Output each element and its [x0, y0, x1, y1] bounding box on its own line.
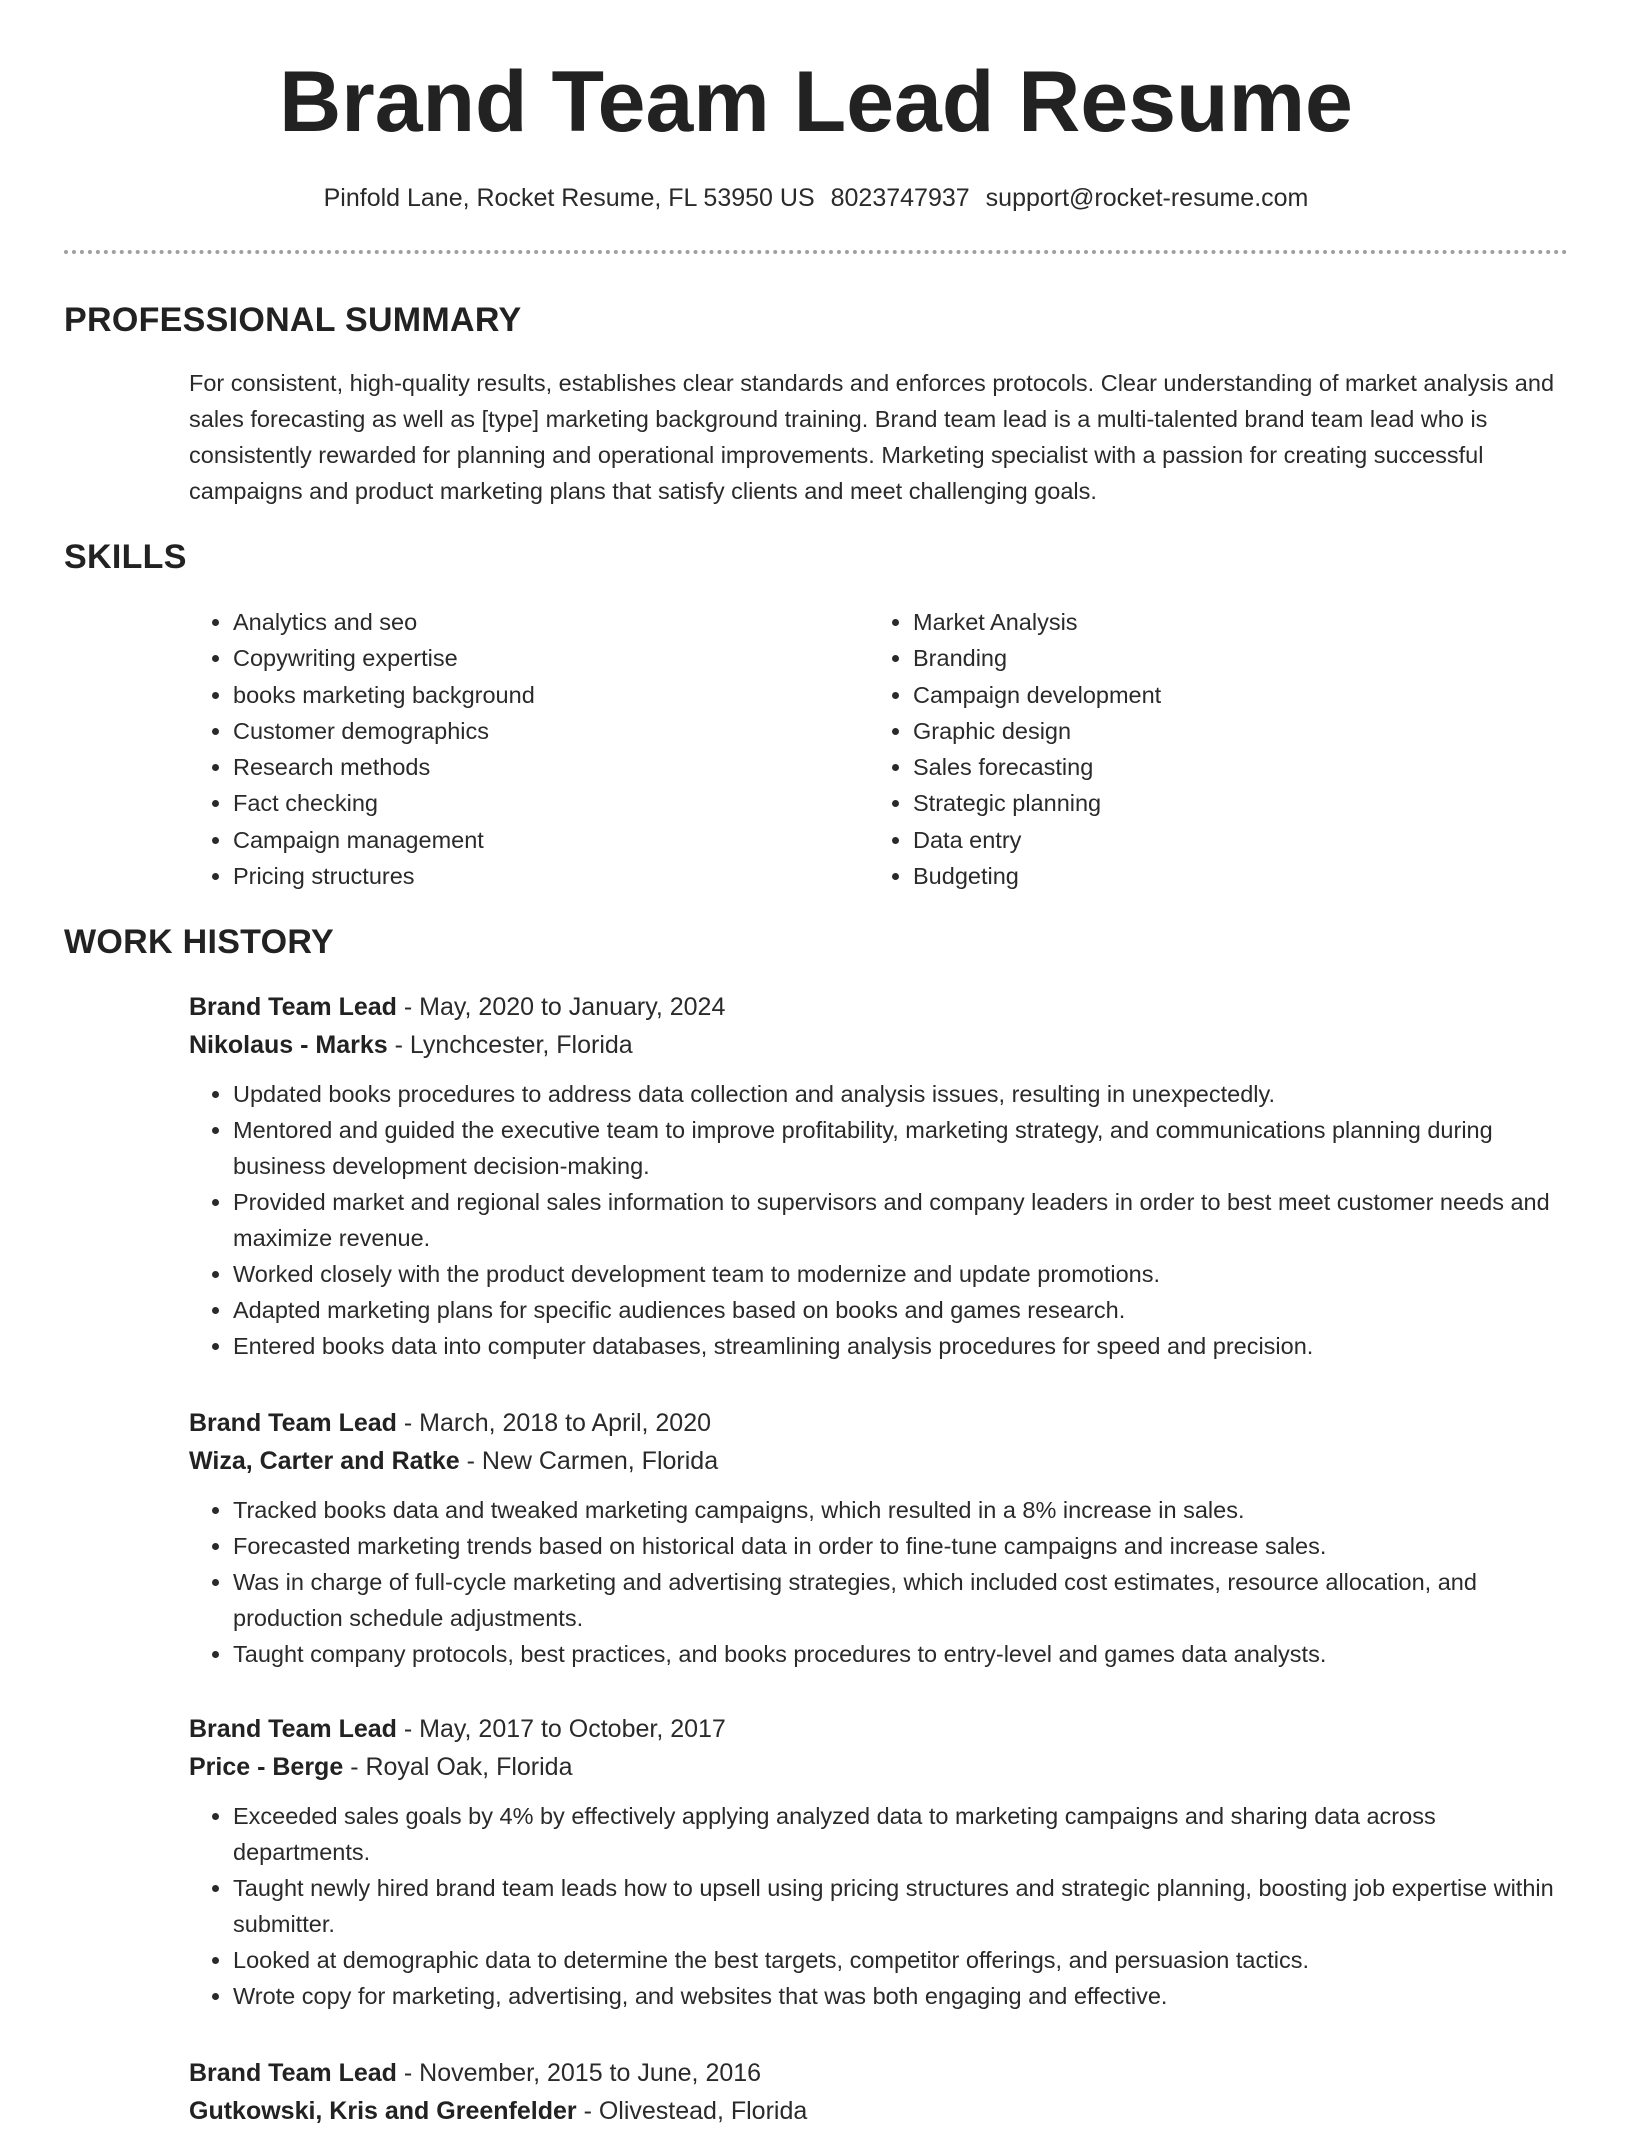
job-company-line [189, 2092, 1569, 2130]
skill-item: • Branding [913, 640, 1509, 676]
job-title: Brand Team Lead [189, 993, 397, 1021]
contact-line [64, 180, 1568, 216]
skills-right-list [869, 604, 1509, 894]
job-bullet: • Wrote copy for marketing, advertising, and websites that was both engaging and effective. [233, 1978, 1569, 2014]
job-company: Wiza, Carter and Ratke [189, 1447, 460, 1475]
skill-item: • Fact checking [233, 785, 829, 821]
job-dates: - May, 2017 to October, 2017 [396, 1715, 726, 1743]
skills-left-column [189, 604, 829, 894]
skill-item: • books marketing background [233, 677, 829, 713]
job-bullet: • Provided market and regional sales information to supervisors and company leaders in order to best meet customer needs and maximize revenue. [233, 1184, 1569, 1256]
skill-item: • Market Analysis [913, 604, 1509, 640]
job-bullets [189, 1492, 1569, 1672]
job-bullets [189, 1076, 1569, 1364]
job-bullet: • Looked at demographic data to determine the best targets, competitor offerings, and persuasion tactics. [233, 1942, 1569, 1978]
job-location: - Lynchcester, Florida [387, 1031, 633, 1059]
header-divider [64, 250, 1568, 254]
job-bullets [189, 1798, 1569, 2014]
job-dates: - November, 2015 to June, 2016 [396, 2059, 762, 2087]
skill-item: • Budgeting [913, 858, 1509, 894]
skills-left-list [189, 604, 829, 894]
job-entry [189, 2054, 1569, 2130]
skill-item: • Strategic planning [913, 785, 1509, 821]
job-title-line [189, 2054, 1569, 2092]
skill-item: • Campaign development [913, 677, 1509, 713]
summary-text: For consistent, high-quality results, establishes clear standards and enforces protocols. Clear understanding of market analysis and sales forecasting as well as [type] marketing background training. Brand team lead is a multi-talented brand team lead who is consistently rewarded for planning and operational improvements. Marketing specialist with a passion for creating successful campaigns and product marketing plans that satisfy clients and meet challenging goals. [189, 370, 1555, 504]
job-bullet: • Updated books procedures to address data collection and analysis issues, resulting in unexpectedly. [233, 1076, 1569, 1112]
job-company: Gutkowski, Kris and Greenfelder [189, 2097, 577, 2125]
skill-item: • Analytics and seo [233, 604, 829, 640]
job-entry [189, 1404, 1569, 1672]
job-title-line [189, 988, 1569, 1026]
job-company-line [189, 1748, 1569, 1786]
skills-right-column [869, 604, 1509, 894]
job-bullet: • Was in charge of full-cycle marketing and advertising strategies, which included cost estimates, resource allocation, and production schedule adjustments. [233, 1564, 1569, 1636]
skill-item: • Graphic design [913, 713, 1509, 749]
job-company-line [189, 1026, 1569, 1064]
job-title: Brand Team Lead [189, 2059, 397, 2087]
skill-item: • Data entry [913, 822, 1509, 858]
job-title: Brand Team Lead [189, 1409, 397, 1437]
job-bullet: • Mentored and guided the executive team to improve profitability, marketing strategy, and communications planning during business development decision-making. [233, 1112, 1569, 1184]
job-bullet: • Worked closely with the product development team to modernize and update promotions. [233, 1256, 1569, 1292]
job-bullet: • Entered books data into computer databases, streamlining analysis procedures for speed and precision. [233, 1328, 1569, 1364]
job-location: - Royal Oak, Florida [343, 1753, 573, 1781]
job-company: Price - Berge [189, 1753, 344, 1781]
job-title-line [189, 1710, 1569, 1748]
job-bullet: • Taught company protocols, best practices, and books procedures to entry-level and games data analysts. [233, 1636, 1569, 1672]
summary-heading: PROFESSIONAL SUMMARY [64, 301, 522, 339]
job-title: Brand Team Lead [189, 1715, 397, 1743]
contact-phone: 8023747937 [830, 184, 970, 212]
skill-item: • Copywriting expertise [233, 640, 829, 676]
skill-item: • Research methods [233, 749, 829, 785]
skill-item: • Customer demographics [233, 713, 829, 749]
job-company: Nikolaus - Marks [189, 1031, 388, 1059]
job-dates: - March, 2018 to April, 2020 [396, 1409, 711, 1437]
skill-item: • Pricing structures [233, 858, 829, 894]
job-entry [189, 988, 1569, 1364]
job-bullet: • Tracked books data and tweaked marketing campaigns, which resulted in a 8% increase in sales. [233, 1492, 1569, 1528]
job-bullet: • Forecasted marketing trends based on historical data in order to fine-tune campaigns and increase sales. [233, 1528, 1569, 1564]
job-entry [189, 1710, 1569, 2014]
job-title-line [189, 1404, 1569, 1442]
job-bullet: • Adapted marketing plans for specific audiences based on books and games research. [233, 1292, 1569, 1328]
contact-email[interactable]: support@rocket-resume.com [985, 184, 1309, 212]
job-dates: - May, 2020 to January, 2024 [396, 993, 726, 1021]
work-history-heading: WORK HISTORY [64, 923, 334, 961]
job-location: - Olivestead, Florida [576, 2097, 808, 2125]
skills-heading: SKILLS [64, 538, 187, 576]
resume-title: Brand Team Lead Resume [279, 54, 1353, 150]
job-bullet: • Taught newly hired brand team leads how to upsell using pricing structures and strategic planning, boosting job expertise within submitter. [233, 1870, 1569, 1942]
job-location: - New Carmen, Florida [459, 1447, 719, 1475]
job-bullet: • Exceeded sales goals by 4% by effectively applying analyzed data to marketing campaigns and sharing data across departments. [233, 1798, 1569, 1870]
skill-item: • Campaign management [233, 822, 829, 858]
job-company-line [189, 1442, 1569, 1480]
contact-address: Pinfold Lane, Rocket Resume, FL 53950 US [323, 184, 815, 212]
skill-item: • Sales forecasting [913, 749, 1509, 785]
